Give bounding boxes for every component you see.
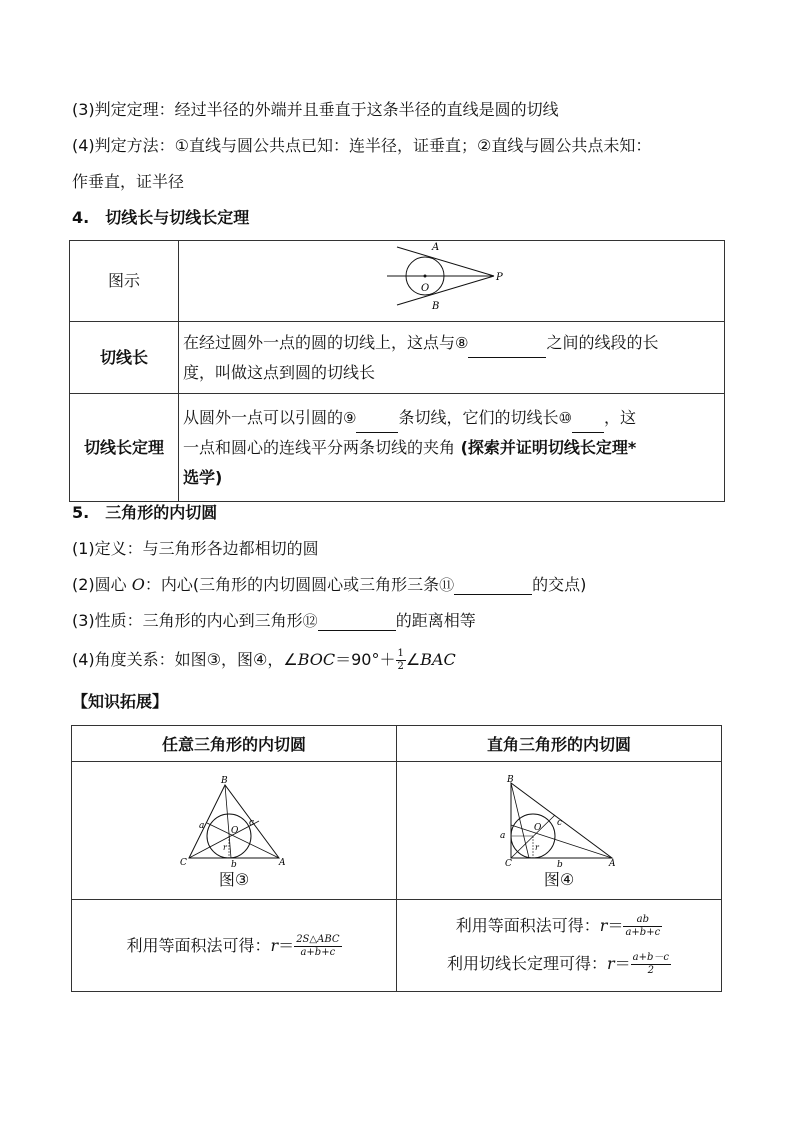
row-tangent-length-label: 切线长 [70, 322, 179, 394]
figure-4-cell [397, 762, 722, 900]
fig4-label-a: a [500, 830, 506, 841]
fig3-label-r: r [223, 842, 227, 852]
figure-4-caption: 图④ [543, 869, 575, 889]
line-decision-method-cont: 作垂直，证半径 [72, 172, 185, 191]
fig3-label-b: b [231, 859, 237, 867]
knowledge-extension-heading: 【知识拓展】 [72, 692, 169, 711]
blank-12[interactable] [318, 612, 396, 631]
line-decision-theorem: (3)判定定理：经过半径的外端并且垂直于这条半径的直线是圆的切线 [72, 100, 559, 119]
s2-text-b: ：内心(三角形的内切圆圆心或三角形三条 [144, 575, 440, 594]
line-incenter-property [72, 611, 476, 631]
s4-text-a: (4)角度关系：如图③，图④，∠ [72, 650, 298, 669]
formula-1-fraction [294, 934, 341, 959]
thm-text-d: 一点和圆心的连线平分两条切线的夹角 [183, 437, 456, 457]
formula-1-den: a+b+c [300, 946, 336, 958]
incircle-comparison-table [71, 725, 722, 992]
s4-angle: ∠ [405, 650, 421, 669]
formula-1-text: 利用等面积法可得： [126, 935, 271, 955]
s2-O: O [131, 575, 145, 594]
header-any-triangle: 任意三角形的内切圆 [72, 726, 397, 762]
fig4-label-C: C [505, 858, 512, 867]
formula-3-text: 利用切线长定理可得： [446, 953, 607, 973]
header-right-triangle: 直角三角形的内切圆 [397, 726, 722, 762]
thm-text-c: ，这 [603, 407, 636, 427]
blank-marker-12: ⑫ [302, 612, 318, 630]
fig3-label-c: c [249, 817, 255, 828]
half-fraction [396, 648, 406, 673]
formula-2-text: 利用等面积法可得： [455, 915, 600, 935]
blank-marker-8: ⑧ [455, 333, 469, 352]
thm-text-b: 条切线，它们的切线长 [398, 407, 559, 427]
thm-text-a: 从圆外一点可以引圆的 [183, 407, 344, 427]
fig4-label-O: O [534, 822, 542, 833]
fig4-label-c: c [557, 817, 563, 828]
fig3-label-a: a [199, 820, 205, 831]
blank-marker-11: ⑪ [439, 576, 455, 594]
blank-10[interactable] [572, 414, 604, 433]
formula-1-num: 2S△ABC [296, 933, 340, 945]
fig3-label-O: O [231, 825, 239, 836]
tangent-length-definition [179, 322, 725, 394]
fig4-label-r: r [535, 842, 539, 852]
def-text-c: 度，叫做这点到圆的切线长 [183, 362, 376, 382]
label-A: A [431, 242, 439, 253]
formula-2-fraction [623, 914, 662, 939]
figure-4-diagram [497, 775, 621, 867]
fig4-label-B: B [507, 774, 514, 785]
s3-text-a: (3)性质：三角形的内心到三角形 [72, 611, 303, 630]
tangent-figure-cell [179, 241, 725, 322]
thm-text-f: 选学) [183, 467, 223, 487]
tangent-theorem-statement [179, 394, 725, 502]
tangent-length-table [69, 240, 725, 502]
figure-3-caption: 图③ [218, 869, 250, 889]
def-text-b: 之间的线段的长 [546, 332, 659, 352]
s4-text-c: ＝90°＋ [335, 650, 396, 669]
section-5-heading: 5. 三角形的内切圆 [72, 503, 218, 522]
fig3-label-A: A [279, 857, 286, 867]
fig3-label-B: B [221, 775, 228, 786]
s2-text-c: 的交点) [532, 575, 587, 594]
formula-3-den: 2 [647, 964, 655, 976]
formula-2-line: 利用等面积法可得：r＝ $\frac{ab}{a+b+c}$ [455, 913, 661, 938]
formula-3-fraction [631, 952, 671, 977]
s4-BAC: BAC [420, 650, 456, 669]
thm-text-e: (探索并证明切线长定理* [455, 437, 637, 457]
fig4-label-b: b [557, 859, 563, 867]
half-num: 1 [397, 648, 404, 659]
formula-right-cell [397, 900, 722, 992]
row-figure-label: 图示 [70, 241, 179, 322]
line-incircle-definition: (1)定义：与三角形各边都相切的圆 [72, 539, 319, 558]
line-decision-method: (4)判定方法：①直线与圆公共点已知：连半径，证垂直；②直线与圆公共点未知： [72, 136, 652, 155]
label-B: B [431, 301, 439, 311]
blank-marker-10: ⑩ [558, 408, 572, 427]
s2-text-a: (2)圆心 [72, 575, 132, 594]
half-den: 2 [397, 661, 404, 672]
formula-2-den: a+b+c [625, 926, 661, 938]
s4-BOC: BOC [297, 650, 336, 669]
label-P: P [495, 272, 503, 283]
formula-any-cell: 利用等面积法可得：r＝ $\frac{\text{2S△ABC}}{a+b+c}$ [72, 900, 397, 992]
def-text-a: 在经过圆外一点的圆的切线上，这点与 [183, 332, 456, 352]
row-tangent-theorem-label: 切线长定理 [70, 394, 179, 502]
formula-1-r: r [270, 935, 279, 955]
formula-2-num: ab [623, 914, 662, 927]
figure-3-diagram [179, 775, 289, 867]
section-4-heading: 4. 切线长与切线长定理 [72, 208, 250, 227]
tangent-figure [377, 241, 527, 311]
blank-8[interactable] [468, 339, 546, 358]
line-angle-relation [72, 648, 456, 673]
formula-3-num: a+b－c [632, 951, 670, 963]
blank-9[interactable] [356, 414, 398, 433]
fig3-label-C: C [180, 857, 187, 867]
label-O: O [420, 283, 429, 294]
blank-11[interactable] [454, 576, 532, 595]
blank-marker-9: ⑨ [343, 408, 357, 427]
formula-3-line: 利用切线长定理可得：r＝ $\frac{a+b-c}{2}$ [446, 951, 670, 976]
figure-3-cell [72, 762, 397, 900]
s3-text-b: 的距离相等 [395, 611, 476, 630]
formula-2-r: r [599, 915, 608, 935]
formula-3-r: r [607, 953, 615, 973]
line-incenter [72, 575, 586, 595]
fig4-label-A: A [609, 858, 616, 867]
